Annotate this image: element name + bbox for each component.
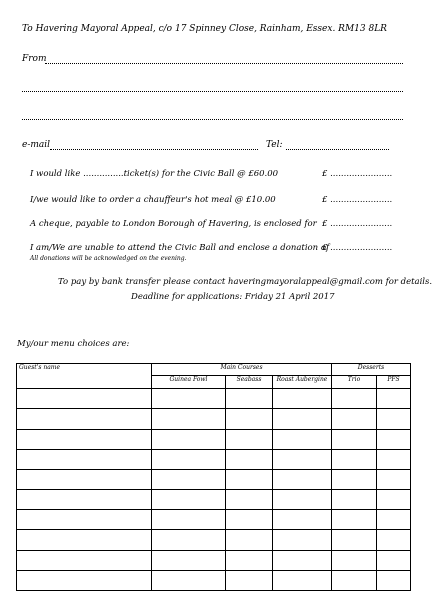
trio-cell[interactable]: [332, 510, 377, 530]
seabass-cell[interactable]: [226, 510, 273, 530]
guinea-fowl-cell[interactable]: [152, 530, 226, 550]
trio-cell[interactable]: [332, 550, 377, 570]
email-field[interactable]: [50, 149, 258, 150]
seabass-header: Seabass: [226, 376, 273, 389]
guinea-fowl-cell[interactable]: [152, 409, 226, 429]
donation-line: I am/We are unable to attend the Civic Ball and enclose a donation of: [30, 243, 330, 253]
roast-aubergine-cell[interactable]: [273, 530, 332, 550]
trio-cell[interactable]: [332, 570, 377, 590]
pfs-cell[interactable]: [377, 409, 411, 429]
trio-cell[interactable]: [332, 409, 377, 429]
from-label: From: [22, 54, 47, 64]
guest-name-cell[interactable]: [17, 510, 152, 530]
roast-aubergine-cell[interactable]: [273, 429, 332, 449]
trio-cell[interactable]: [332, 449, 377, 469]
guinea-fowl-header: Guinea Fowl: [152, 376, 226, 389]
seabass-cell[interactable]: [226, 530, 273, 550]
trio-cell[interactable]: [332, 429, 377, 449]
table-row: [17, 469, 411, 489]
table-row: [17, 409, 411, 429]
pfs-cell[interactable]: [377, 530, 411, 550]
cheque-line: A cheque, payable to London Borough of Havering, is enclosed for: [30, 219, 317, 229]
trio-cell[interactable]: [332, 469, 377, 489]
seabass-cell[interactable]: [226, 570, 273, 590]
roast-aubergine-cell[interactable]: [273, 389, 332, 409]
guest-name-cell[interactable]: [17, 429, 152, 449]
pfs-cell[interactable]: [377, 389, 411, 409]
email-label: e-mail: [22, 140, 51, 150]
guinea-fowl-cell[interactable]: [152, 510, 226, 530]
deadline-note: Deadline for applications: Friday 21 April 2017: [131, 292, 335, 302]
guinea-fowl-cell[interactable]: [152, 429, 226, 449]
roast-aubergine-cell[interactable]: [273, 490, 332, 510]
donation-note: All donations will be acknowledged on the evening.: [30, 255, 187, 262]
page-bottom-edge: [0, 594, 445, 600]
roast-aubergine-cell[interactable]: [273, 570, 332, 590]
guinea-fowl-cell[interactable]: [152, 570, 226, 590]
table-row: [17, 449, 411, 469]
tel-field[interactable]: [286, 149, 389, 150]
ticket-line: I would like ...............ticket(s) for the Civic Ball @ £60.00: [30, 169, 279, 179]
seabass-cell[interactable]: [226, 409, 273, 429]
desserts-header: Desserts: [332, 364, 411, 376]
pfs-cell[interactable]: [377, 510, 411, 530]
roast-aubergine-cell[interactable]: [273, 550, 332, 570]
pfs-cell[interactable]: [377, 449, 411, 469]
cheque-amount[interactable]: £ .......................: [322, 219, 393, 229]
roast-aubergine-cell[interactable]: [273, 469, 332, 489]
pfs-cell[interactable]: [377, 429, 411, 449]
seabass-cell[interactable]: [226, 469, 273, 489]
guest-name-cell[interactable]: [17, 449, 152, 469]
address-field-2[interactable]: [22, 119, 403, 120]
roast-aubergine-cell[interactable]: [273, 449, 332, 469]
guest-name-cell[interactable]: [17, 570, 152, 590]
bank-transfer-note: To pay by bank transfer please contact haveringmayoralappeal@gmail.com for details.: [58, 277, 433, 287]
guest-name-cell[interactable]: [17, 490, 152, 510]
guest-name-cell[interactable]: [17, 469, 152, 489]
pfs-header: PFS: [377, 376, 411, 389]
trio-cell[interactable]: [332, 530, 377, 550]
pfs-cell[interactable]: [377, 570, 411, 590]
table-row: [17, 550, 411, 570]
main-courses-header: Main Courses: [152, 364, 332, 376]
table-row: [17, 429, 411, 449]
guest-name-cell[interactable]: [17, 409, 152, 429]
table-row: [17, 490, 411, 510]
roast-aubergine-cell[interactable]: [273, 510, 332, 530]
guinea-fowl-cell[interactable]: [152, 490, 226, 510]
roast-aubergine-header: Roast Aubergine: [273, 376, 332, 389]
seabass-cell[interactable]: [226, 389, 273, 409]
roast-aubergine-cell[interactable]: [273, 409, 332, 429]
guinea-fowl-cell[interactable]: [152, 550, 226, 570]
seabass-cell[interactable]: [226, 449, 273, 469]
table-row: [17, 530, 411, 550]
seabass-cell[interactable]: [226, 429, 273, 449]
table-row: [17, 510, 411, 530]
pfs-cell[interactable]: [377, 490, 411, 510]
seabass-cell[interactable]: [226, 490, 273, 510]
table-row: [17, 389, 411, 409]
menu-choices-table: [16, 363, 411, 591]
guinea-fowl-cell[interactable]: [152, 469, 226, 489]
from-field[interactable]: [45, 63, 403, 64]
donation-amount[interactable]: £ .......................: [322, 243, 393, 253]
trio-cell[interactable]: [332, 389, 377, 409]
guinea-fowl-cell[interactable]: [152, 449, 226, 469]
tel-label: Tel:: [266, 140, 283, 150]
menu-heading: My/our menu choices are:: [17, 339, 130, 349]
table-row: [17, 570, 411, 590]
guest-name-header: Guest's name: [17, 364, 152, 389]
guinea-fowl-cell[interactable]: [152, 389, 226, 409]
meal-line: I/we would like to order a chauffeur's hot meal @ £10.00: [30, 195, 276, 205]
guest-name-cell[interactable]: [17, 389, 152, 409]
pfs-cell[interactable]: [377, 469, 411, 489]
pfs-cell[interactable]: [377, 550, 411, 570]
trio-cell[interactable]: [332, 490, 377, 510]
address-field-1[interactable]: [22, 91, 403, 92]
guest-name-cell[interactable]: [17, 550, 152, 570]
seabass-cell[interactable]: [226, 550, 273, 570]
meal-amount[interactable]: £ .......................: [322, 195, 393, 205]
address-line: To Havering Mayoral Appeal, c/o 17 Spinney Close, Rainham, Essex. RM13 8LR: [22, 24, 387, 34]
trio-header: Trio: [332, 376, 377, 389]
guest-name-cell[interactable]: [17, 530, 152, 550]
ticket-amount[interactable]: £ .......................: [322, 169, 393, 179]
